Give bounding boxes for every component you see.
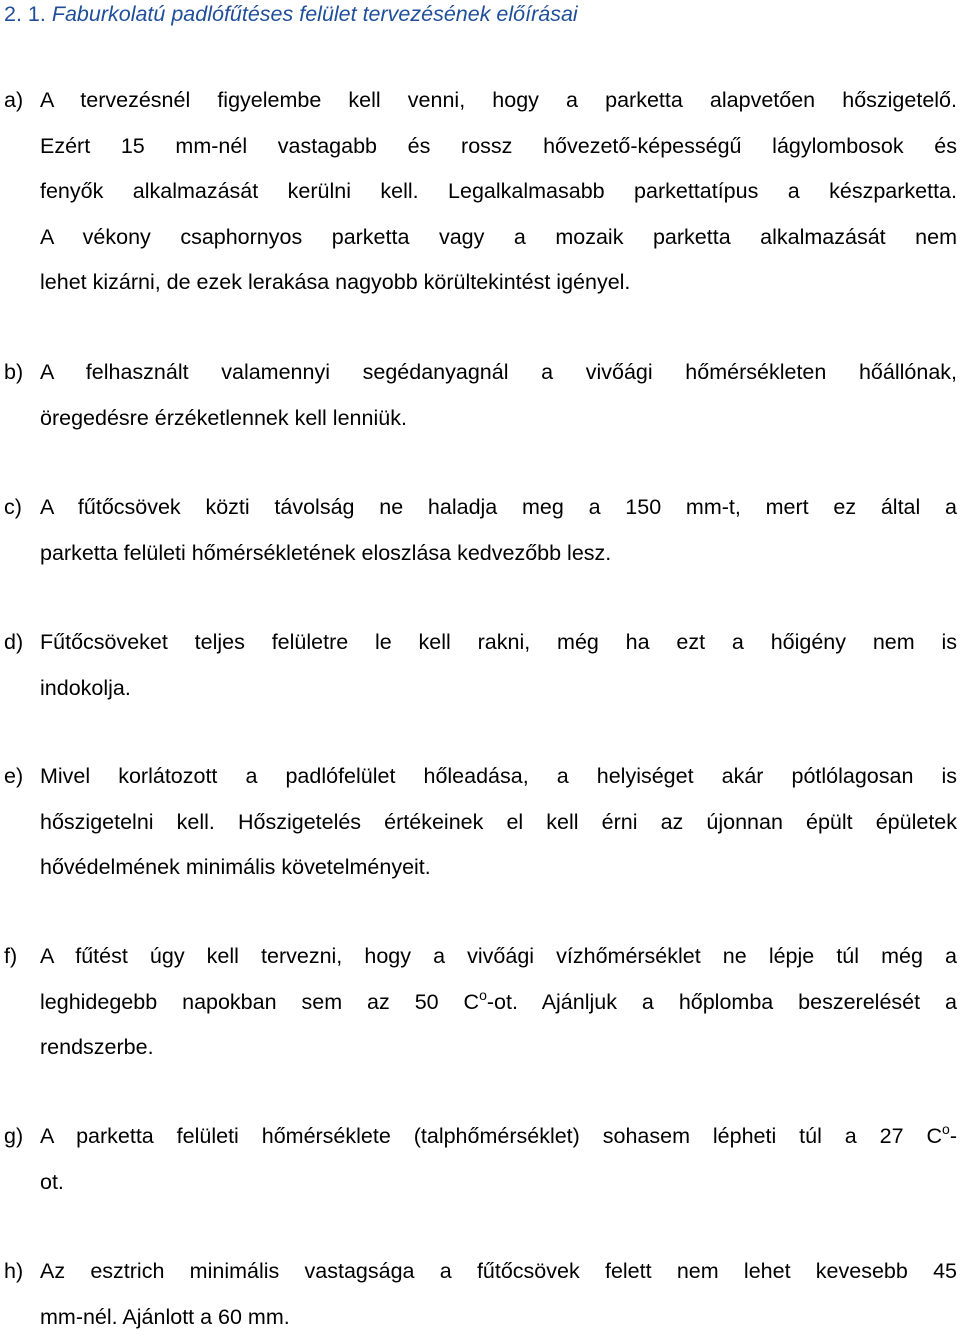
item-text [40, 350, 957, 441]
text-line: ot. [40, 1160, 957, 1206]
item-marker: h) [4, 1249, 23, 1295]
text-line [40, 1114, 957, 1160]
text-line: hőszigetelni kell. Hőszigetelés értékeinek el kell érni az újonnan épült épületek [40, 800, 957, 846]
item-text [40, 1249, 957, 1340]
text-line [40, 980, 957, 1026]
item-text [40, 620, 957, 711]
item-marker: b) [4, 350, 23, 396]
item-marker: e) [4, 754, 23, 800]
item-marker: a) [4, 78, 23, 124]
item-text [40, 934, 957, 1071]
item-text [40, 754, 957, 891]
text-segment: -ot. Ajánljuk a hőplomba beszerelését a [487, 990, 957, 1014]
text-line: fenyők alkalmazását kerülni kell. Legalkalmasabb parkettatípus a készparketta. [40, 169, 957, 215]
list-item-h [0, 1249, 957, 1340]
list-item-d [0, 620, 957, 711]
list-item-g [0, 1114, 957, 1205]
text-line: Ezért 15 mm-nél vastagabb és rossz hővezető-képességű lágylombosok és [40, 124, 957, 170]
section-number: 2. 1. [4, 2, 46, 26]
text-line: A tervezésnél figyelembe kell venni, hogy a parketta alapvetően hőszigetelő. [40, 78, 957, 124]
text-line: rendszerbe. [40, 1025, 957, 1071]
item-text [40, 485, 957, 576]
item-marker: c) [4, 485, 22, 531]
text-segment: A parketta felületi hőmérséklete (talphőmérséklet) sohasem lépheti túl a 27 C [40, 1124, 942, 1148]
item-marker: f) [4, 934, 17, 980]
text-segment: leghidegebb napokban sem az 50 C [40, 990, 479, 1014]
list-item-a [0, 78, 957, 306]
text-line: A felhasznált valamennyi segédanyagnál a vivőági hőmérsékleten hőállónak, [40, 350, 957, 396]
text-line: lehet kizárni, de ezek lerakása nagyobb körültekintést igényel. [40, 260, 957, 306]
section-heading [4, 2, 578, 26]
item-text [40, 78, 957, 306]
degree-superscript: o [479, 987, 487, 1003]
text-line: Mivel korlátozott a padlófelület hőleadása, a helyiséget akár pótlólagosan is [40, 754, 957, 800]
list-item-c [0, 485, 957, 576]
text-line: parketta felületi hőmérsékletének eloszlása kedvezőbb lesz. [40, 531, 957, 577]
list-item-e [0, 754, 957, 891]
text-line: hővédelmének minimális követelményeit. [40, 845, 957, 891]
text-line: öregedésre érzéketlennek kell lenniük. [40, 396, 957, 442]
section-title: Faburkolatú padlófűtéses felület tervezésének előírásai [52, 2, 578, 26]
item-marker: d) [4, 620, 23, 666]
list-item-f [0, 934, 957, 1071]
text-segment: - [950, 1124, 957, 1148]
item-text [40, 1114, 957, 1205]
text-line: Az esztrich minimális vastagsága a fűtőcsövek felett nem lehet kevesebb 45 [40, 1249, 957, 1295]
text-line: mm-nél. Ajánlott a 60 mm. [40, 1295, 957, 1340]
text-line: Fűtőcsöveket teljes felületre le kell rakni, még ha ezt a hőigény nem is [40, 620, 957, 666]
list-item-b [0, 350, 957, 441]
text-line: A fűtőcsövek közti távolság ne haladja meg a 150 mm-t, mert ez által a [40, 485, 957, 531]
text-line: A fűtést úgy kell tervezni, hogy a vivőági vízhőmérséklet ne lépje túl még a [40, 934, 957, 980]
item-marker: g) [4, 1114, 23, 1160]
text-line: A vékony csaphornyos parketta vagy a mozaik parketta alkalmazását nem [40, 215, 957, 261]
degree-superscript: o [942, 1121, 950, 1137]
text-line: indokolja. [40, 666, 957, 712]
